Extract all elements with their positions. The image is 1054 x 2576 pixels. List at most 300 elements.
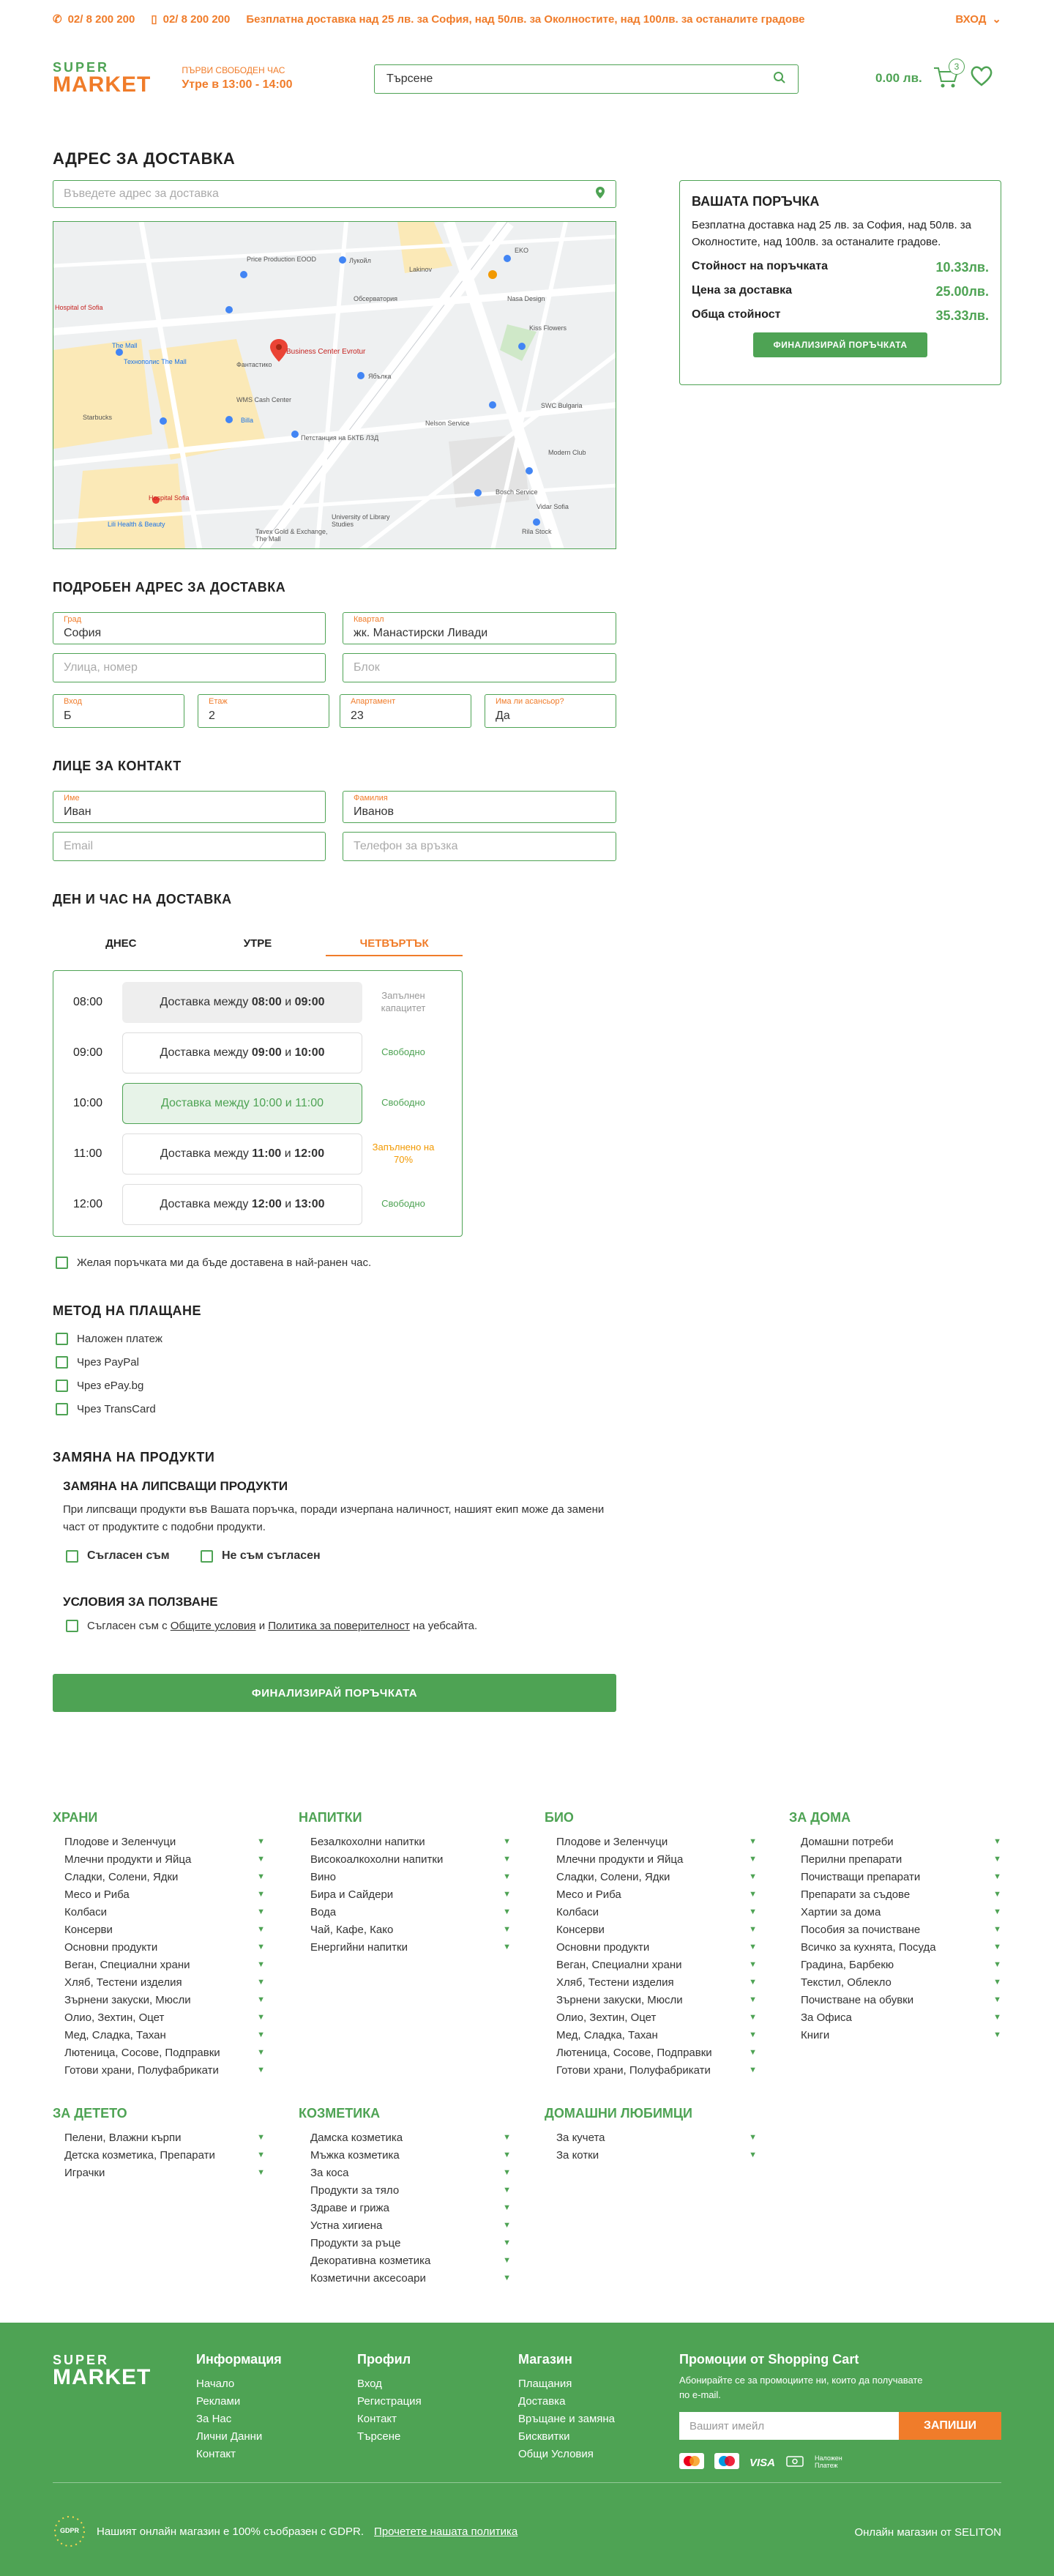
chevron-down-icon[interactable]: ▼ (749, 1960, 757, 1969)
category-link-label: Веган, Специални храни (64, 1958, 190, 1971)
category-link[interactable] (53, 1833, 265, 1850)
chevron-down-icon[interactable]: ▼ (257, 1925, 265, 1934)
chevron-down-icon[interactable]: ▼ (503, 2238, 511, 2247)
footer-link[interactable]: Реклами (196, 2395, 241, 2408)
footer-link[interactable]: Доставка (518, 2395, 566, 2408)
footer-link[interactable]: За Нас (196, 2413, 232, 2425)
category-title[interactable]: НАПИТКИ (299, 1810, 362, 1825)
elevator-field[interactable] (485, 694, 616, 728)
category-link-label: Сладки, Солени, Ядки (64, 1870, 179, 1883)
category-title[interactable]: ЗА ДЕТЕТО (53, 2106, 127, 2121)
category-column (299, 1810, 511, 1956)
chevron-down-icon[interactable]: ▼ (257, 1907, 265, 1916)
chevron-down-icon[interactable]: ▼ (749, 1995, 757, 2004)
chevron-down-icon[interactable]: ▼ (749, 1872, 757, 1881)
chevron-down-icon[interactable]: ▼ (257, 2151, 265, 2159)
time-slot-row (53, 1078, 462, 1128)
street-field[interactable] (53, 653, 326, 682)
category-title[interactable]: ДОМАШНИ ЛЮБИМЦИ (545, 2106, 692, 2121)
district-field[interactable] (343, 612, 616, 644)
category-link[interactable] (299, 2199, 511, 2216)
terms-pre: Съгласен съм с (87, 1620, 171, 1632)
chevron-down-icon[interactable]: ▼ (503, 2256, 511, 2265)
earliest-checkbox[interactable] (56, 1257, 371, 1269)
checkbox-box[interactable] (56, 1356, 68, 1369)
chevron-down-icon[interactable]: ▼ (993, 1837, 1001, 1846)
chevron-down-icon[interactable]: ▼ (503, 1943, 511, 1951)
category-link[interactable] (53, 1868, 265, 1886)
chevron-down-icon[interactable]: ▼ (257, 1890, 265, 1899)
chevron-down-icon[interactable]: ▼ (503, 2168, 511, 2177)
chevron-down-icon[interactable]: ▼ (749, 2133, 757, 2142)
category-link[interactable] (53, 1938, 265, 1956)
category-link-label: Хартии за дома (801, 1905, 881, 1918)
footer-link[interactable]: Регистрация (357, 2395, 422, 2408)
map-label: Tavex Gold & Exchange, The Mall (255, 528, 328, 543)
chevron-down-icon[interactable]: ▼ (257, 1943, 265, 1951)
tab-tomorrow[interactable]: УТРЕ (243, 937, 272, 950)
chevron-down-icon[interactable]: ▼ (503, 2221, 511, 2230)
login-button[interactable] (955, 12, 1001, 26)
category-link[interactable] (299, 2216, 511, 2234)
category-link[interactable] (53, 1850, 265, 1868)
category-column (545, 1810, 757, 2079)
chevron-down-icon[interactable]: ▼ (503, 1855, 511, 1864)
newsletter-text: Абонирайте се за промоциите ни, които да получавате по e-mail. (679, 2375, 923, 2400)
slot-and: и (285, 1197, 292, 1210)
chevron-down-icon[interactable]: ▼ (257, 2133, 265, 2142)
category-link-label: Хляб, Тестени изделия (64, 1976, 182, 1989)
category-link-label: Пособия за почистване (801, 1923, 921, 1936)
category-link[interactable] (299, 1921, 511, 1938)
newsletter-form (679, 2412, 1001, 2440)
chevron-down-icon[interactable]: ▼ (503, 2186, 511, 2195)
gdpr-badge-text: GDPR (59, 2527, 79, 2534)
order-summary (679, 180, 1001, 385)
gdpr-policy-link[interactable]: Прочетете нашата политика (374, 2525, 518, 2538)
chevron-down-icon[interactable]: ▼ (257, 2048, 265, 2057)
chevron-down-icon[interactable]: ▼ (257, 1960, 265, 1969)
chevron-down-icon[interactable]: ▼ (749, 2048, 757, 2057)
category-link-label: Почистване на обувки (801, 1993, 914, 2006)
category-link[interactable] (789, 1921, 1001, 1938)
category-link[interactable] (53, 1886, 265, 1903)
category-link-label: Готови храни, Полуфабрикати (556, 2063, 711, 2077)
category-link-label: Чай, Кафе, Како (310, 1923, 394, 1936)
checkbox-box[interactable] (66, 1620, 78, 1632)
apartment-field[interactable] (340, 694, 471, 728)
order-title: ВАШАТА ПОРЪЧКА (692, 194, 820, 209)
category-link[interactable] (789, 2009, 1001, 2026)
chevron-down-icon[interactable]: ▼ (503, 1907, 511, 1916)
category-link[interactable] (545, 1903, 757, 1921)
map-label: Vidar Sofia (537, 503, 569, 510)
site-footer (0, 2323, 1054, 2576)
category-link[interactable] (299, 1938, 511, 1956)
chevron-down-icon[interactable]: ▼ (993, 1890, 1001, 1899)
payment-option-transcard[interactable] (56, 1403, 156, 1415)
finalize-order-button-small[interactable]: ФИНАЛИЗИРАЙ ПОРЪЧКАТА (753, 332, 927, 357)
chevron-down-icon[interactable]: ▼ (503, 1872, 511, 1881)
footer-link[interactable]: Контакт (357, 2413, 397, 2425)
slot-button-selected[interactable] (122, 1083, 362, 1124)
category-link-label: Лютеница, Сосове, Подправки (556, 2046, 712, 2059)
phone-icon: ✆ (53, 13, 62, 26)
category-link[interactable] (299, 2164, 511, 2181)
category-link-label: Козметични аксесоари (310, 2271, 426, 2285)
last-name-field[interactable] (343, 791, 616, 823)
category-link-label: Вода (310, 1905, 337, 1918)
chevron-down-icon[interactable]: ▼ (257, 2030, 265, 2039)
time-slot-row (53, 1128, 462, 1179)
category-link[interactable] (299, 2129, 511, 2146)
disagree-checkbox[interactable] (201, 1549, 321, 1563)
category-link[interactable] (545, 1850, 757, 1868)
map-label-business-center: Business Center Evrotur (286, 348, 366, 356)
delivery-title: АДРЕС ЗА ДОСТАВКА (53, 149, 236, 168)
category-link[interactable] (299, 2181, 511, 2199)
tab-today[interactable]: ДНЕС (105, 937, 137, 950)
category-link[interactable] (545, 2044, 757, 2061)
checkbox-box[interactable] (56, 1403, 68, 1415)
footer-link[interactable]: Вход (357, 2378, 382, 2390)
category-link[interactable] (53, 2009, 265, 2026)
chevron-down-icon[interactable]: ▼ (749, 1925, 757, 1934)
payment-option-epay[interactable] (56, 1380, 143, 1392)
chevron-down-icon[interactable]: ▼ (257, 2066, 265, 2074)
chevron-down-icon[interactable]: ▼ (503, 1925, 511, 1934)
category-link[interactable] (299, 1833, 511, 1850)
category-link[interactable] (299, 1868, 511, 1886)
phone-link-2[interactable] (151, 12, 230, 26)
category-link-label: Хляб, Тестени изделия (556, 1976, 674, 1989)
category-link[interactable] (545, 1833, 757, 1850)
category-link-label: Бира и Сайдери (310, 1888, 394, 1901)
category-link[interactable] (299, 1886, 511, 1903)
checkbox-label: Чрез TransCard (77, 1403, 156, 1415)
category-link[interactable] (789, 1833, 1001, 1850)
map-label: WMS Cash Center (236, 396, 292, 403)
slot-status: Запълнен капацитет (381, 989, 426, 1013)
footer-link[interactable]: Търсене (357, 2430, 401, 2443)
footer-link[interactable]: Контакт (196, 2448, 236, 2460)
finalize-order-button[interactable]: ФИНАЛИЗИРАЙ ПОРЪЧКАТА (53, 1674, 616, 1712)
footer-link[interactable]: Лични Данни (196, 2430, 263, 2443)
newsletter-email-input[interactable]: Вашият имейл (679, 2412, 899, 2440)
category-link[interactable] (545, 1956, 757, 1973)
footer-link[interactable]: Плащания (518, 2378, 572, 2390)
field-label: Има ли асансьор? (496, 697, 564, 706)
checkbox-label: Желая поръчката ми да бъде доставена в най-ранен час. (77, 1257, 372, 1269)
category-link-label: Вино (310, 1870, 337, 1883)
search-input[interactable] (374, 64, 799, 94)
map-graphic (53, 222, 616, 549)
category-link-label: Играчки (64, 2166, 105, 2179)
map-label: Modern Club (548, 449, 586, 456)
checkbox-box[interactable] (201, 1550, 213, 1563)
chevron-down-icon[interactable]: ▼ (749, 1855, 757, 1864)
chevron-down-icon[interactable]: ▼ (749, 2013, 757, 2022)
block-field[interactable] (343, 653, 616, 682)
category-link[interactable] (299, 2234, 511, 2252)
checkbox-box[interactable] (56, 1333, 68, 1345)
category-link[interactable] (545, 2009, 757, 2026)
heart-icon[interactable] (969, 64, 994, 92)
row-value: 35.33лв. (935, 308, 989, 323)
category-link[interactable] (53, 1973, 265, 1991)
category-link-label: Текстил, Облекло (801, 1976, 892, 1989)
footer-link[interactable]: Връщане и замяна (518, 2413, 616, 2425)
gdpr-badge-icon (53, 2514, 86, 2548)
category-link[interactable] (299, 1850, 511, 1868)
chevron-down-icon[interactable]: ▼ (749, 1943, 757, 1951)
category-link[interactable] (53, 2129, 265, 2146)
category-link-label: Градина, Барбекю (801, 1958, 894, 1971)
chevron-down-icon[interactable]: ▼ (749, 1837, 757, 1846)
subscribe-button[interactable]: ЗАПИШИ (899, 2412, 1001, 2440)
contact-title: ЛИЦЕ ЗА КОНТАКТ (53, 759, 182, 773)
map-label: Фантастико (236, 361, 272, 368)
terms-link[interactable]: Общите условия (170, 1620, 256, 1632)
schedule-title: ДЕН И ЧАС НА ДОСТАВКА (53, 892, 232, 907)
category-link[interactable] (545, 1991, 757, 2009)
map-label: EKO (515, 247, 529, 254)
email-field[interactable] (53, 832, 326, 861)
category-link[interactable] (53, 1921, 265, 1938)
row-value: 10.33лв. (935, 259, 989, 275)
first-name-field[interactable] (53, 791, 326, 823)
category-link[interactable] (789, 1973, 1001, 1991)
category-title[interactable]: ЗА ДОМА (789, 1810, 851, 1825)
chevron-down-icon[interactable]: ▼ (503, 1890, 511, 1899)
map-label: University of Library Studies (332, 513, 390, 528)
category-link[interactable] (299, 2146, 511, 2164)
chevron-down-icon[interactable]: ▼ (993, 1907, 1001, 1916)
slot-text: Доставка между 10:00 и 11:00 (160, 1096, 324, 1109)
chevron-down-icon[interactable]: ▼ (257, 1978, 265, 1987)
slot-text: Доставка между (160, 1147, 249, 1160)
category-link[interactable] (789, 1956, 1001, 1973)
category-link-label: Детска козметика, Препарати (64, 2148, 215, 2162)
map-label: Hospital of Sofia (55, 304, 103, 311)
category-link[interactable] (545, 2061, 757, 2079)
category-link-label: Енергийни напитки (310, 1940, 408, 1954)
category-link[interactable] (789, 1903, 1001, 1921)
chevron-down-icon[interactable]: ▼ (993, 2030, 1001, 2039)
category-column (53, 2106, 265, 2181)
category-link-label: Безалкохолни напитки (310, 1835, 425, 1848)
chevron-down-icon[interactable]: ▼ (993, 1872, 1001, 1881)
category-link[interactable] (53, 1991, 265, 2009)
tab-thursday[interactable]: ЧЕТВЪРТЪК (326, 930, 463, 956)
time-slot-row (53, 977, 462, 1027)
terms-title: УСЛОВИЯ ЗА ПОЛЗВАНЕ (63, 1595, 218, 1609)
chevron-down-icon[interactable]: ▼ (503, 2151, 511, 2159)
logo[interactable] (53, 61, 151, 96)
footer-logo[interactable] (53, 2353, 151, 2389)
slot-button[interactable] (122, 1133, 362, 1175)
chevron-down-icon[interactable]: ▼ (257, 1855, 265, 1864)
agree-checkbox[interactable] (66, 1549, 170, 1563)
category-link-label: Сладки, Солени, Ядки (556, 1870, 670, 1883)
slot-button[interactable] (122, 1184, 362, 1225)
chevron-down-icon[interactable]: ▼ (993, 1943, 1001, 1951)
category-link[interactable] (789, 1868, 1001, 1886)
chevron-down-icon[interactable]: ▼ (503, 2203, 511, 2212)
chevron-down-icon[interactable]: ▼ (503, 1837, 511, 1846)
slot-button[interactable] (122, 1032, 362, 1073)
category-link-label: Книги (801, 2028, 830, 2041)
category-link[interactable] (545, 1938, 757, 1956)
address-input[interactable] (53, 180, 616, 208)
category-link[interactable] (299, 1903, 511, 1921)
category-link[interactable] (545, 1886, 757, 1903)
replace-title: ЗАМЯНА НА ПРОДУКТИ (53, 1450, 215, 1464)
chevron-down-icon[interactable]: ▼ (503, 2133, 511, 2142)
category-title[interactable]: ХРАНИ (53, 1810, 98, 1825)
slot-to: 12:00 (294, 1147, 325, 1160)
checkbox-box[interactable] (56, 1257, 68, 1269)
category-link-label: Зърнени закуски, Мюсли (64, 1993, 191, 2006)
footer-info-column (196, 2352, 282, 2465)
phone-link-1[interactable] (53, 12, 135, 26)
developer-credit[interactable]: Онлайн магазин от SELITON (854, 2526, 1001, 2539)
category-link-label: Плодове и Зеленчуци (556, 1835, 668, 1848)
chevron-down-icon[interactable]: ▼ (993, 1855, 1001, 1864)
map-label: Ябълка (368, 373, 392, 380)
category-link[interactable] (545, 1868, 757, 1886)
category-link-label: Основни продукти (556, 1940, 650, 1954)
chevron-down-icon[interactable]: ▼ (993, 1978, 1001, 1987)
floor-field[interactable] (198, 694, 329, 728)
footer-link[interactable]: Начало (196, 2378, 235, 2390)
footer-profile-column (357, 2352, 422, 2448)
category-link[interactable] (53, 2164, 265, 2181)
map-label: Rila Stock (522, 528, 552, 535)
checkbox-label: Съгласен съм (87, 1549, 170, 1562)
chevron-down-icon[interactable]: ▼ (257, 1837, 265, 1846)
category-link[interactable] (545, 1973, 757, 1991)
category-link[interactable] (789, 1886, 1001, 1903)
slot-value: Утре в 13:00 - 14:00 (182, 78, 293, 91)
logo-bottom: MARKET (53, 2365, 152, 2389)
day-tabs (53, 930, 463, 956)
cart-count-badge: 3 (949, 59, 965, 75)
cart-widget[interactable] (875, 64, 994, 92)
payment-option-cod[interactable] (56, 1333, 162, 1345)
phone-2-text: 02/ 8 200 200 (162, 12, 231, 26)
category-link-label: Здраве и грижа (310, 2201, 389, 2214)
category-link[interactable] (299, 2269, 511, 2287)
footer-link[interactable]: Общи Условия (518, 2448, 594, 2460)
checkbox-box[interactable] (66, 1550, 78, 1563)
phone-field[interactable] (343, 832, 616, 861)
chevron-down-icon[interactable]: ▼ (503, 2274, 511, 2282)
chevron-down-icon[interactable]: ▼ (749, 2066, 757, 2074)
checkbox-box[interactable] (56, 1380, 68, 1392)
category-link[interactable] (789, 1938, 1001, 1956)
category-link[interactable] (53, 1903, 265, 1921)
chevron-down-icon[interactable]: ▼ (257, 1995, 265, 2004)
order-row-shipping (692, 284, 989, 299)
delivery-map[interactable] (53, 221, 616, 549)
time-slot-row (53, 1027, 462, 1078)
category-link[interactable] (53, 1956, 265, 1973)
category-link-label: Месо и Риба (556, 1888, 621, 1901)
footer-link[interactable]: Бисквитки (518, 2430, 570, 2443)
search-icon[interactable] (773, 71, 786, 88)
slot-to: 10:00 (294, 1046, 325, 1059)
category-title[interactable]: КОЗМЕТИКА (299, 2106, 381, 2121)
checkbox-label: Наложен платеж (77, 1333, 162, 1345)
chevron-down-icon[interactable]: ▼ (993, 1925, 1001, 1934)
terms-checkbox[interactable] (66, 1620, 477, 1632)
payment-option-paypal[interactable] (56, 1356, 139, 1369)
slot-time: 11:00 (73, 1147, 102, 1160)
category-link[interactable] (545, 2129, 757, 2146)
category-link[interactable] (53, 2044, 265, 2061)
category-link[interactable] (545, 2026, 757, 2044)
category-link[interactable] (53, 2146, 265, 2164)
gdpr-notice (53, 2514, 517, 2548)
chevron-down-icon[interactable]: ▼ (749, 2151, 757, 2159)
category-link[interactable] (789, 2026, 1001, 2044)
category-link[interactable] (299, 2252, 511, 2269)
map-label: Bosch Service (496, 488, 538, 496)
chevron-down-icon[interactable]: ▼ (749, 1890, 757, 1899)
category-link[interactable] (789, 1850, 1001, 1868)
category-link-label: За котки (556, 2148, 599, 2162)
category-link[interactable] (789, 1991, 1001, 2009)
chevron-down-icon[interactable]: ▼ (993, 1960, 1001, 1969)
chevron-down-icon[interactable]: ▼ (749, 1978, 757, 1987)
chevron-down-icon[interactable]: ▼ (257, 2013, 265, 2022)
map-label: Kiss Flowers (529, 324, 567, 332)
chevron-down-icon[interactable]: ▼ (749, 2030, 757, 2039)
category-column (53, 1810, 265, 2079)
mastercard-icon (679, 2453, 704, 2472)
field-label: Фамилия (354, 794, 388, 803)
address-placeholder: Въведете адрес за доставка (64, 187, 219, 200)
city-field[interactable] (53, 612, 326, 644)
footer-newsletter (679, 2352, 1001, 2472)
chevron-down-icon[interactable]: ▼ (993, 2013, 1001, 2022)
category-link[interactable] (545, 2146, 757, 2164)
checkbox-label: Не съм съгласен (222, 1549, 321, 1562)
chevron-down-icon[interactable]: ▼ (749, 1907, 757, 1916)
promo-text: Безплатна доставка над 25 лв. за София, над 50лв. за Околностите, над 100лв. за останалите градове (246, 12, 805, 26)
slot-time: 10:00 (72, 1096, 103, 1109)
category-column (789, 1810, 1001, 2044)
chevron-down-icon[interactable]: ▼ (257, 1872, 265, 1881)
entrance-field[interactable] (53, 694, 184, 728)
category-link-label: Високоалкохолни напитки (310, 1853, 444, 1866)
chevron-down-icon[interactable]: ▼ (257, 2168, 265, 2177)
footer-col-title: Профил (357, 2352, 411, 2367)
first-free-slot (182, 65, 292, 92)
category-link[interactable] (545, 1921, 757, 1938)
category-link-label: Готови храни, Полуфабрикати (64, 2063, 219, 2077)
field-label: Квартал (354, 615, 384, 624)
row-value: 25.00лв. (935, 283, 989, 299)
privacy-link[interactable]: Политика за поверителност (268, 1620, 410, 1632)
category-link[interactable] (53, 2026, 265, 2044)
category-link[interactable] (53, 2061, 265, 2079)
category-link-label: Зърнени закуски, Мюсли (556, 1993, 683, 2006)
slot-status: Свободно (381, 1198, 425, 1210)
chevron-down-icon[interactable]: ▼ (993, 1995, 1001, 2004)
category-title[interactable]: БИО (545, 1810, 574, 1825)
